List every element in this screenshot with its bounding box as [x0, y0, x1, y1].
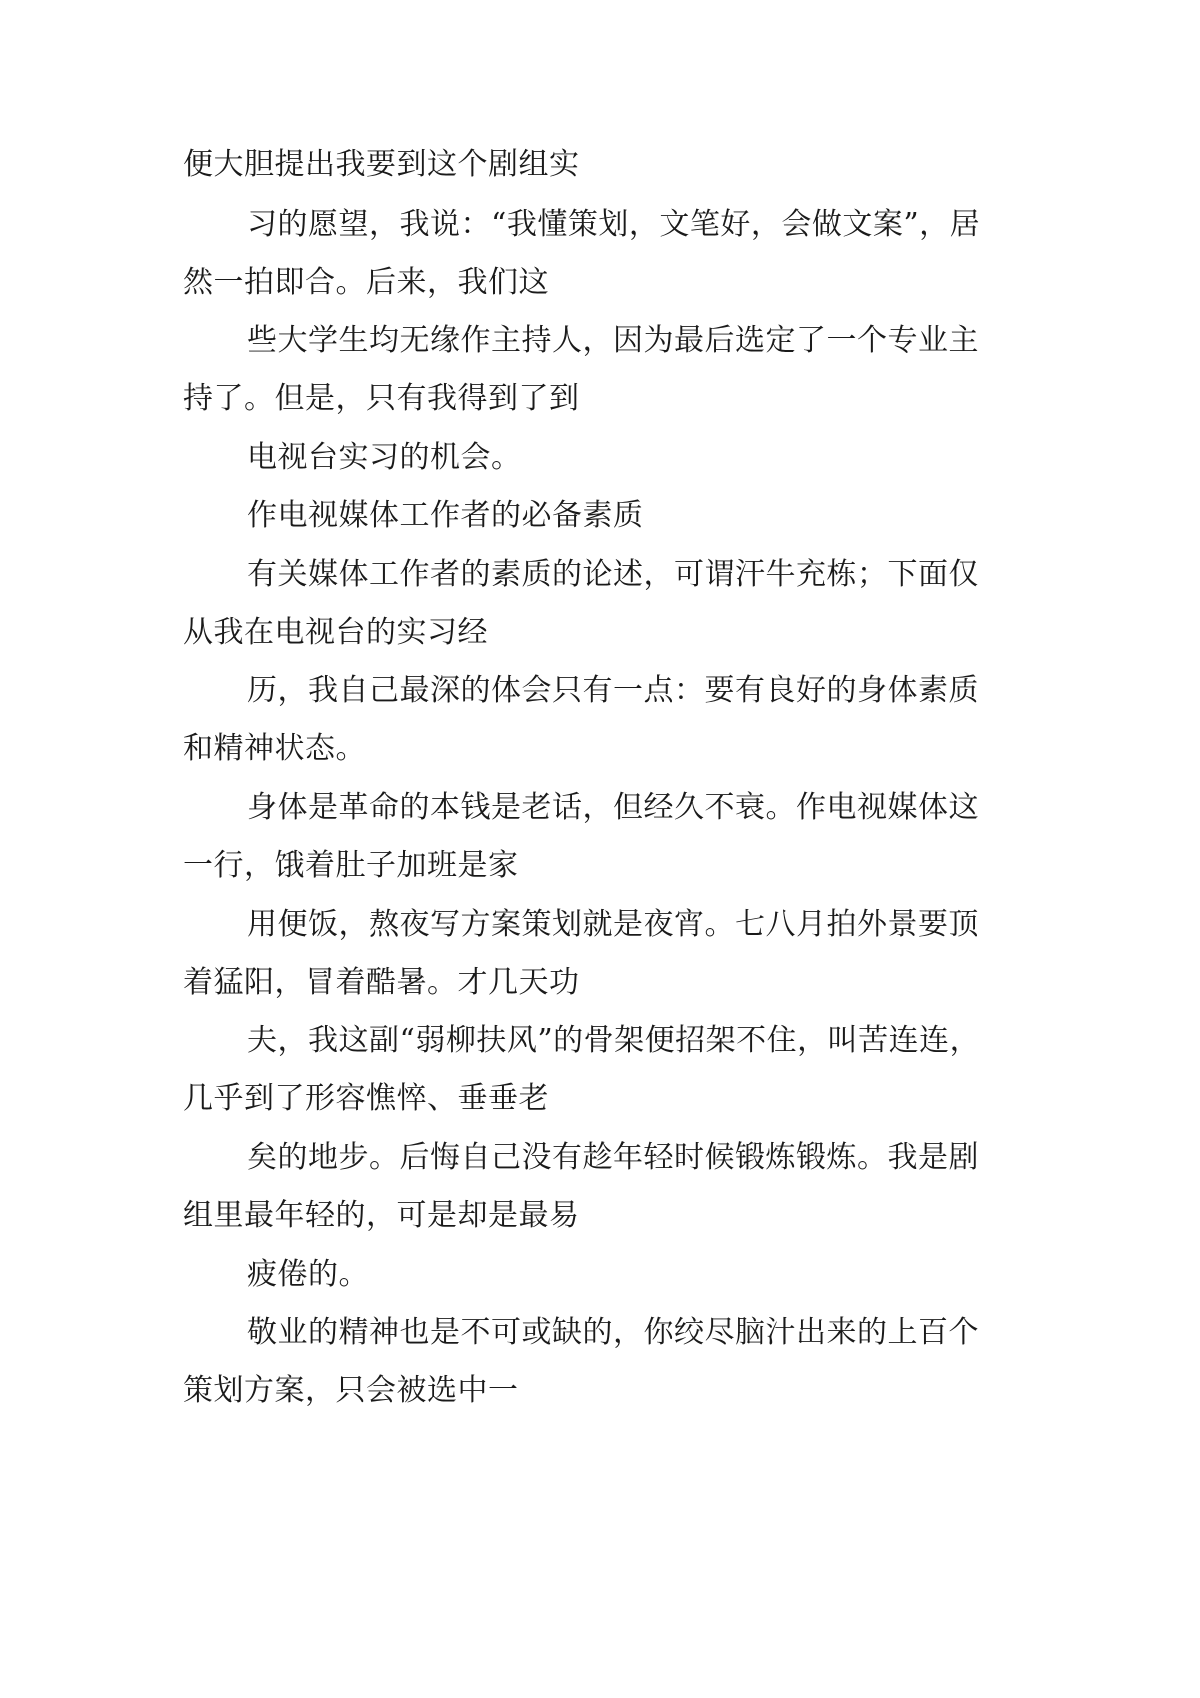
text-line: 便大胆提出我要到这个剧组实: [183, 147, 580, 182]
text-line: 着猛阳，冒着酷暑。才几天功: [183, 965, 580, 1000]
text-line: 些大学生均无缘作主持人，因为最后选定了一个专业主: [247, 323, 979, 358]
text-line: 有关媒体工作者的素质的论述，可谓汗牛充栋；下面仅: [247, 557, 979, 592]
text-line: 持了。但是，只有我得到了到: [183, 381, 580, 416]
section-heading: 作电视媒体工作者的必备素质: [247, 498, 644, 533]
text-line: 和精神状态。: [183, 731, 366, 766]
text-line: 从我在电视台的实习经: [183, 615, 488, 650]
text-line: 夫，我这副“弱柳扶风”的骨架便招架不住，叫苦连连，: [247, 1023, 981, 1058]
text-line: 组里最年轻的，可是却是最易: [183, 1198, 580, 1233]
text-line: 习的愿望，我说：“我懂策划，文笔好，会做文案”，居: [247, 207, 981, 242]
text-line: 历，我自己最深的体会只有一点：要有良好的身体素质: [247, 673, 979, 708]
text-line: 几乎到了形容憔悴、垂垂老: [183, 1081, 549, 1116]
text-line: 敬业的精神也是不可或缺的，你绞尽脑汁出来的上百个: [247, 1315, 979, 1350]
text-line: 矣的地步。后悔自己没有趁年轻时候锻炼锻炼。我是剧: [247, 1140, 979, 1175]
text-line: 策划方案，只会被选中一: [183, 1373, 519, 1408]
text-line: 一行，饿着肚子加班是家: [183, 848, 519, 883]
text-line: 身体是革命的本钱是老话，但经久不衰。作电视媒体这: [247, 790, 979, 825]
text-line: 然一拍即合。后来，我们这: [183, 265, 549, 300]
text-line: 疲倦的。: [247, 1257, 369, 1292]
text-line: 电视台实习的机会。: [247, 440, 522, 475]
text-line: 用便饭，熬夜写方案策划就是夜宵。七八月拍外景要顶: [247, 907, 979, 942]
